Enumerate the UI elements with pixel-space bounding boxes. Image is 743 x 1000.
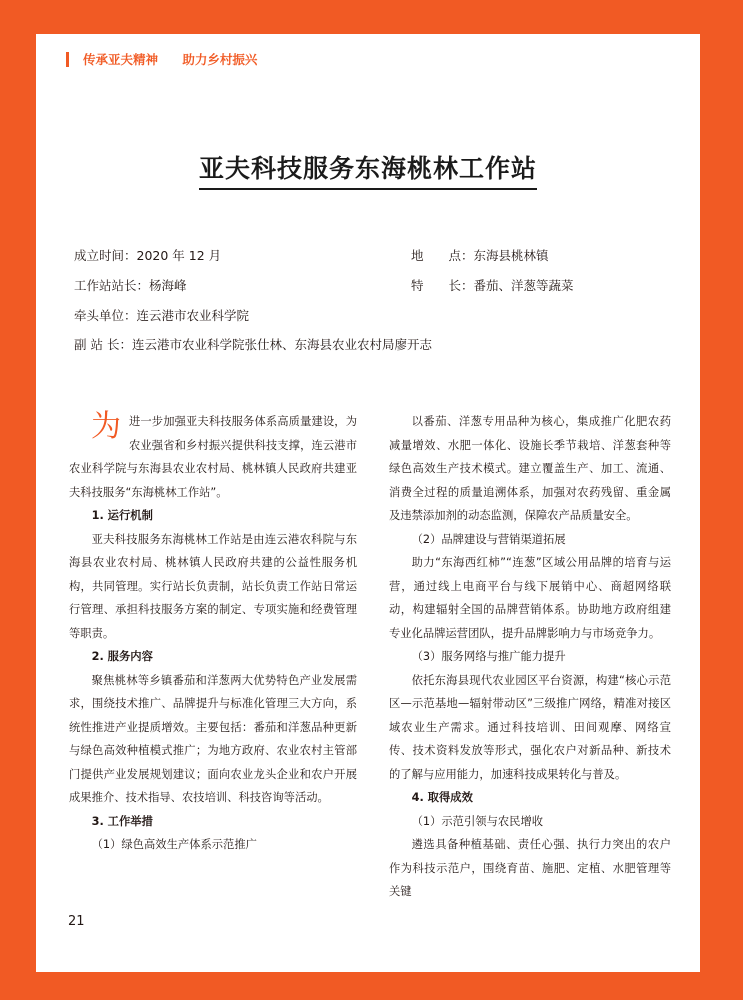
specialty-label: 特 长： (411, 278, 474, 293)
header-accent-bar (66, 52, 69, 67)
page-title (36, 149, 700, 190)
paragraph-services: 聚焦桃林等乡镇番茄和洋葱两大优势特色产业发展需求，围绕技术推广、品牌提升与标准化管理三大方向，系统性推进产业提质增效。主要包括：番茄和洋葱品种更新与绿色高效种植模式推广；为地方政府、农业农村主管部门提供产业发展规划建议；面向农业龙头企业和农户开展成果推介、技术指导、农技培训、科技咨询等活动。 (69, 673, 357, 804)
leader-value: 杨海峰 (149, 278, 187, 293)
header-part-1: 传承亚夫精神 (83, 52, 159, 67)
info-deputy (74, 335, 432, 353)
lead-unit-value: 连云港市农业科学院 (136, 308, 250, 323)
paragraph-branding: 助力“东海西红柿”“连葱”区域公用品牌的培育与运营，通过线上电商平台与线下展销中心、商超网络联动，构建辐射全国的品牌营销体系。协助地方政府组建专业化品牌运营团队，提升品牌影响力与市场竞争力。 (389, 556, 671, 640)
info-specialty (411, 276, 574, 294)
paragraph-green-production: 以番茄、洋葱专用品种为核心，集成推广化肥农药减量增效、水肥一体化、设施长季节栽培、洋葱套种等绿色高效生产技术模式。建立覆盖生产、加工、流通、消费全过程的质量追溯体系，加强对农药残留、重金属及违禁添加剂的动态监测，保障农产品质量安全。 (389, 415, 671, 522)
leader-label: 工作站站长： (74, 278, 150, 293)
info-location (411, 246, 549, 264)
paragraph-demonstration: 遴选具备种植基础、责任心强、执行力突出的农户作为科技示范户，围绕育苗、施肥、定植、水肥管理等关键 (389, 838, 671, 898)
left-column (69, 410, 357, 857)
info-leader (74, 276, 187, 294)
section-heading-1: 1. 运行机制 (91, 509, 153, 522)
section-heading-2: 2. 服务内容 (91, 650, 153, 663)
subheading-4: （1）示范引领与农民增收 (411, 814, 544, 828)
intro-paragraph (69, 410, 357, 504)
intro-text: 进一步加强亚夫科技服务体系高质量建设，为农业强省和乡村振兴提供科技支撑，连云港市农业科学院与东海县农业农村局、桃林镇人民政府共建亚夫科技服务“东海桃林工作站”。 (69, 415, 357, 499)
info-lead-unit (74, 306, 249, 324)
paragraph-operation: 亚夫科技服务东海桃林工作站是由连云港农科院与东海县农业农村局、桃林镇人民政府共建的公益性服务机构，共同管理。实行站长负责制，站长负责工作站日常运行管理、承担科技服务方案的制定、专项实施和经费管理等职责。 (69, 532, 357, 640)
established-label: 成立时间： (74, 248, 137, 263)
section-heading-3: 3. 工作举措 (91, 814, 153, 828)
deputy-label: 副 站 长： (74, 337, 132, 352)
specialty-value: 番茄、洋葱等蔬菜 (473, 278, 574, 293)
header-part-2: 助力乡村振兴 (182, 52, 258, 67)
subheading-1: （1）绿色高效生产体系示范推广 (91, 838, 257, 851)
established-value: 2020 年 12 月 (136, 248, 222, 263)
paragraph-service-network: 依托东海县现代农业园区平台资源，构建“核心示范区—示范基地—辐射带动区”三级推广网络，精准对接区域农业生产需求。通过科技培训、田间观摩、网络宣传、技术资料发放等形式，强化农户对新品种、新技术的了解与应用能力，加速科技成果转化与普及。 (389, 673, 671, 781)
subheading-2: （2）品牌建设与营销渠道拓展 (411, 532, 566, 546)
page-title-text: 亚夫科技服务东海桃林工作站 (199, 149, 537, 190)
right-column (389, 410, 671, 904)
page (36, 34, 700, 972)
running-header (66, 50, 257, 68)
dropcap: 为 (91, 409, 121, 444)
info-established (74, 246, 221, 264)
subheading-3: （3）服务网络与推广能力提升 (411, 650, 566, 663)
section-heading-4: 4. 取得成效 (411, 791, 473, 804)
location-value: 东海县桃林镇 (473, 248, 549, 263)
lead-unit-label: 牵头单位： (74, 308, 137, 323)
header-text (83, 50, 257, 68)
location-label: 地 点： (411, 248, 474, 263)
page-number: 21 (68, 914, 85, 929)
deputy-value: 连云港市农业科学院张仕林、东海县农业农村局廖开志 (131, 337, 432, 352)
